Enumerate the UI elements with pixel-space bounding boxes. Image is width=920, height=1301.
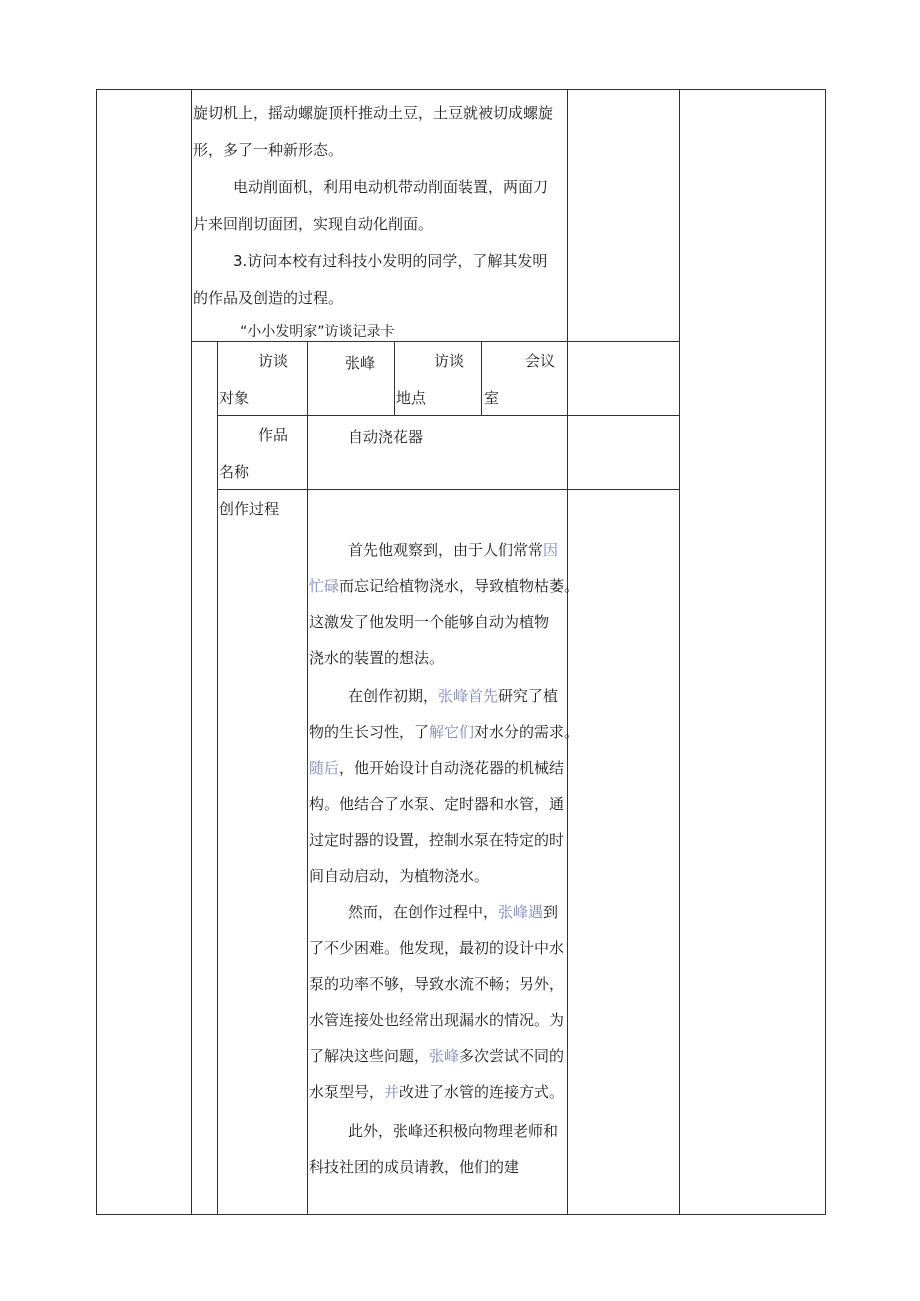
process-line bbox=[309, 830, 564, 850]
place-value: 会议 bbox=[525, 352, 556, 370]
work-value: 自动浇花器 bbox=[348, 428, 424, 446]
process-highlight: 随后 bbox=[309, 759, 340, 777]
place-value: 室 bbox=[484, 389, 500, 407]
process-line bbox=[348, 686, 558, 706]
work-label: 作品 bbox=[258, 426, 289, 444]
process-highlight: 解它们 bbox=[429, 723, 475, 741]
column-divider-2 bbox=[567, 89, 568, 1215]
process-text-segment: 首先他观察到，由于人们常常 bbox=[348, 541, 544, 559]
process-text-segment: 科技社团的成员请教，他们的建 bbox=[309, 1158, 520, 1176]
process-line bbox=[309, 1010, 564, 1030]
card-row-divider-2 bbox=[217, 489, 679, 490]
process-text-segment: 而忘记给植物浇水，导致植物枯萎。 bbox=[339, 577, 580, 595]
process-line bbox=[309, 866, 489, 886]
process-text-segment: 此外，张峰还积极向物理老师和 bbox=[348, 1122, 559, 1140]
process-line bbox=[309, 1082, 564, 1102]
intro-line: 的作品及创造的过程。 bbox=[193, 289, 344, 307]
column-divider-3 bbox=[679, 89, 680, 1215]
process-text-segment: 浇水的装置的想法。 bbox=[309, 649, 445, 667]
process-text-segment: 改进了水管的连接方式。 bbox=[399, 1083, 565, 1101]
process-line bbox=[348, 540, 558, 560]
process-text-segment: 对水分的需求。 bbox=[474, 723, 580, 741]
table-bottom-border bbox=[96, 1214, 826, 1215]
intro-line: 电动削面机，利用电动机带动削面装置，两面刀 bbox=[233, 178, 549, 196]
column-divider-1 bbox=[191, 89, 192, 1215]
process-text-segment: 过定时器的设置，控制水泵在特定的时 bbox=[309, 831, 565, 849]
process-label: 创作过程 bbox=[219, 500, 280, 518]
subject-label: 访谈 bbox=[258, 352, 289, 370]
process-line bbox=[348, 902, 558, 922]
process-line bbox=[309, 974, 564, 994]
process-text-segment: 构。他结合了水泵、定时器和水管，通 bbox=[309, 795, 565, 813]
process-text-segment: 了不少困难。他发现，最初的设计中水 bbox=[309, 939, 565, 957]
process-highlight: 忙碌 bbox=[309, 577, 340, 595]
process-text-segment: 物的生长习性，了 bbox=[309, 723, 430, 741]
card-label-col bbox=[307, 341, 308, 1215]
process-text-segment: 间自动启动，为植物浇水。 bbox=[309, 867, 490, 885]
process-line bbox=[309, 938, 564, 958]
subject-value: 张峰 bbox=[345, 354, 376, 372]
place-label: 地点 bbox=[396, 389, 427, 407]
process-text-segment: 在创作初期， bbox=[348, 687, 439, 705]
process-line bbox=[309, 576, 579, 596]
process-line bbox=[309, 722, 579, 742]
table-left-border bbox=[96, 89, 97, 1215]
process-line bbox=[309, 1046, 564, 1066]
card-place-label-right bbox=[481, 341, 482, 415]
card-row-divider-1 bbox=[217, 415, 679, 416]
process-line bbox=[309, 758, 564, 778]
process-text-segment: 了解决这些问题， bbox=[309, 1047, 430, 1065]
intro-line: 形，多了一种新形态。 bbox=[193, 141, 344, 159]
process-text-segment: 到 bbox=[543, 903, 559, 921]
process-text-segment: 研究了植 bbox=[498, 687, 559, 705]
process-line bbox=[309, 794, 564, 814]
process-line bbox=[309, 612, 549, 632]
work-label: 名称 bbox=[219, 463, 250, 481]
intro-line: 片来回削切面团，实现自动化削面。 bbox=[193, 215, 434, 233]
process-text-segment: ，他开始设计自动浇花器的机械结 bbox=[339, 759, 565, 777]
card-inner-left bbox=[217, 341, 218, 1215]
process-line bbox=[348, 1121, 558, 1141]
table-right-border bbox=[825, 89, 826, 1215]
place-label: 访谈 bbox=[434, 352, 465, 370]
process-line bbox=[309, 648, 444, 668]
card-title: “小小发明家”访谈记录卡 bbox=[240, 324, 395, 340]
process-text-segment: 水泵型号， bbox=[309, 1083, 385, 1101]
intro-line: 旋切机上，摇动螺旋顶杆推动土豆，土豆就被切成螺旋 bbox=[193, 104, 554, 122]
process-line bbox=[309, 1157, 519, 1177]
process-text-segment: 多次尝试不同的 bbox=[459, 1047, 565, 1065]
table-top-border bbox=[96, 89, 826, 90]
card-place-label-left bbox=[394, 341, 395, 415]
process-highlight: 张峰遇 bbox=[498, 903, 544, 921]
process-text-segment: 然而，在创作过程中， bbox=[348, 903, 499, 921]
process-text-segment: 泵的功率不够，导致水流不畅；另外， bbox=[309, 975, 565, 993]
intro-line: 3.访问本校有过科技小发明的同学，了解其发明 bbox=[233, 252, 548, 270]
process-highlight: 因 bbox=[543, 541, 559, 559]
subject-label: 对象 bbox=[219, 389, 250, 407]
process-text-segment: 水管连接处也经常出现漏水的情况。为 bbox=[309, 1011, 565, 1029]
process-highlight: 张峰 bbox=[429, 1047, 460, 1065]
process-text-segment: 这激发了他发明一个能够自动为植物 bbox=[309, 613, 550, 631]
process-highlight: 并 bbox=[384, 1083, 400, 1101]
process-highlight: 张峰首先 bbox=[438, 687, 499, 705]
